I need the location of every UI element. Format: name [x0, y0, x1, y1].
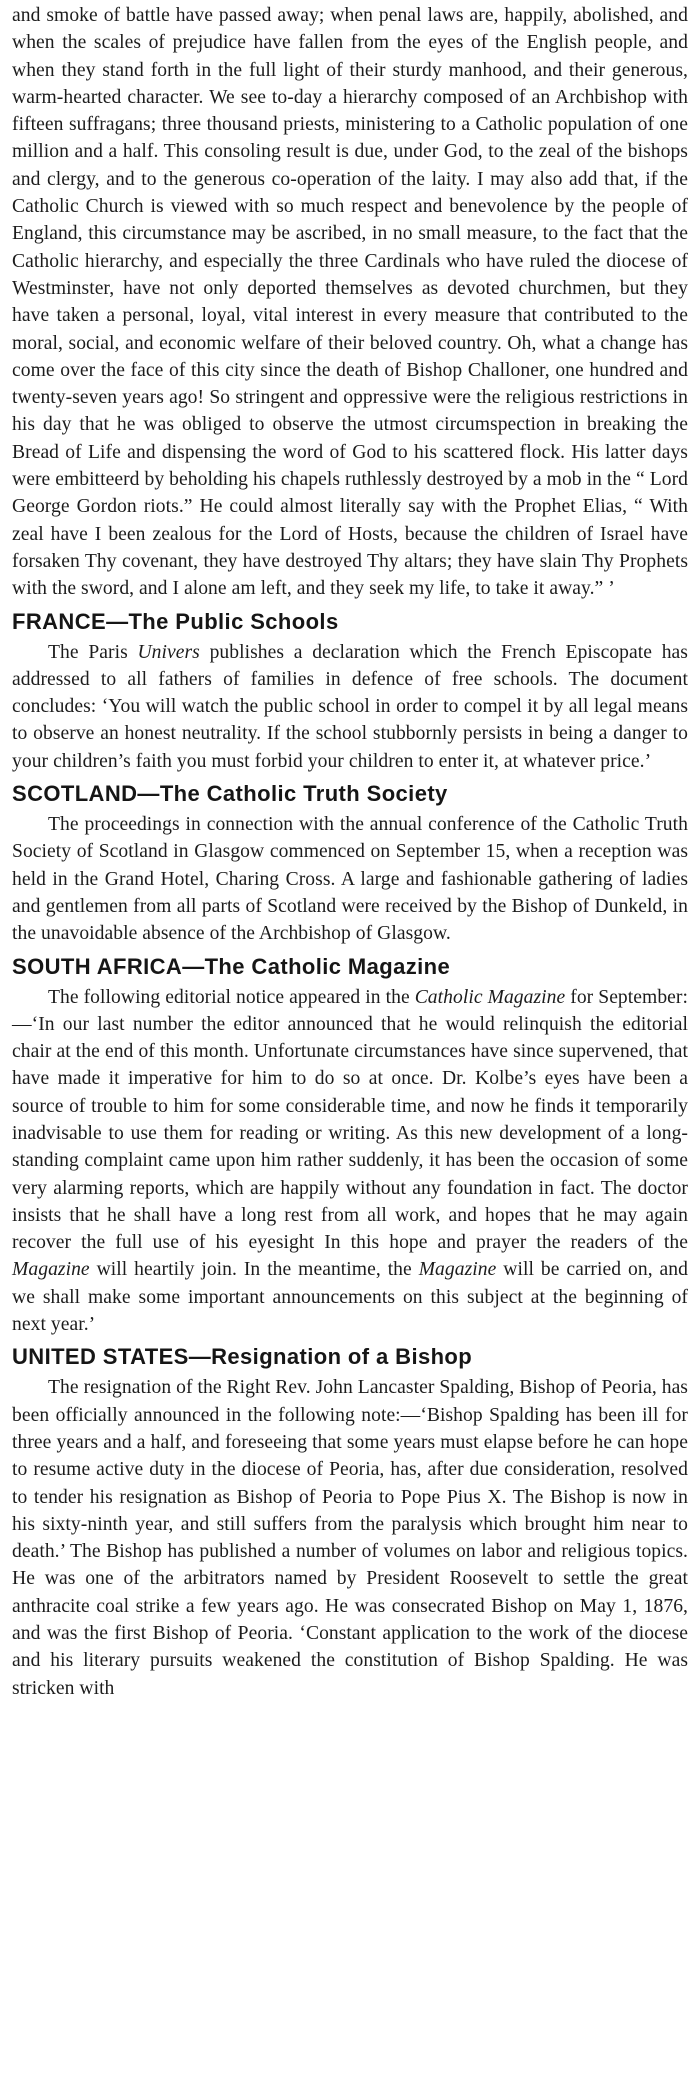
intro-paragraph: and smoke of battle have passed away; when penal laws are, happily, abolished, and when the scales of prejudice have fallen from the eyes of the English people, and when they stand forth in the full light of their sturdy manhood, and their generous, warm-hearted character. We see to-day a hierarchy composed of an Archbishop with fifteen suffragans; three thousand priests, ministering to a Catholic population of one million and a half. This consoling result is due, under God, to the zeal of the bishops and clergy, and to the generous co-operation of the laity. I may also add that, if the Catholic Church is viewed with so much respect and benevolence by the people of England, this circumstance may be ascribed, in no small measure, to the fact that the Catholic hierarchy, and especially the three Cardinals who have ruled the diocese of Westminster, have not only deported themselves as devoted churchmen, but they have taken a personal, loyal, vital interest in every measure that contributed to the moral, social, and economic welfare of their beloved country. Oh, what a change has come over the face of this city since the death of Bishop Challoner, one hundred and twenty-seven years ago! So stringent and oppressive were the religious restrictions in his day that he was obliged to observe the utmost circumspection in breaking the Bread of Life and dispensing the word of God to his scattered flock. His latter days were embitteerd by beholding his chapels ruthlessly destroyed by a mob in the “ Lord George Gordon riots.” He could almost literally say with the Prophet Elias, “ With zeal have I been zealous for the Lord of Hosts, because the children of Israel have forsaken Thy covenant, they have destroyed Thy altars; they have slain Thy Prophets with the sword, and I alone am left, and they seek my life, to take it away.” ’	[12, 5, 688, 600]
section-united-states	[12, 1340, 688, 1702]
body-text: for September:—‘In our last number the editor announced that he would relinquish the editorial chair at the end of this month. Unfortunate circumstances have since supervened, that have made it imperative for him to do so at once. Dr. Kolbe’s eyes have been a source of trouble to him for some considerable time, and now he finds it temporarily inadvisable to use them for reading or writing. As this new development of a long-standing complaint came upon him rather suddenly, it has been the occasion of some very alarming reports, which are happily without any foundation in fact. The doctor insists that he shall have a long rest from all work, and hopes that he may again recover the full use of his eyesight In this hope and prayer the readers of the	[12, 986, 688, 1254]
publication-title: Univers	[137, 641, 200, 663]
section-body-united-states: The resignation of the Right Rev. John Lancaster Spalding, Bishop of Peoria, has been officially announced in the following note:—‘Bishop Spalding has been ill for three years and a half, and foreseeing that some years must elapse before he can hope to resume active duty in the diocese of Peoria, has, after due consideration, resolved to tender his resignation as Bishop of Peoria to Pope Pius X. The Bishop is now in his sixty-ninth year, and still suffers from the paralysis which brought him near to death.’ The Bishop has published a number of volumes on labor and religious topics. He was one of the arbitrators named by President Roosevelt to settle the great anthracite coal strike a few years ago. He was consecrated Bishop on May 1, 1876, and was the first Bishop of Peoria. ‘Constant application to the work of the diocese and his literary pursuits weakened the constitution of Bishop Spalding. He was stricken with	[12, 1377, 688, 1699]
section-heading-scotland: SCOTLAND—The Catholic Truth Society	[12, 781, 448, 807]
section-heading-south-africa: SOUTH AFRICA—The Catholic Magazine	[12, 953, 451, 979]
body-text: The Paris	[48, 641, 138, 663]
body-text: publishes a declaration which the French Episcopate has addressed to all fathers of families in defence of free schools. The document concludes: ‘You will watch the public school in order to compel it by all legal means to observe an honest neutrality. If the school stubbornly persists in being a danger to your children’s faith you must forbid your children to enter it, at whatever price.’	[12, 641, 688, 772]
publication-title: Magazine	[418, 1259, 497, 1281]
section-scotland	[12, 777, 688, 947]
body-text: will heartily join. In the meantime, the	[89, 1259, 419, 1281]
body-text: The following editorial notice appeared in the	[48, 986, 415, 1008]
section-heading-france: FRANCE—The Public Schools	[12, 608, 339, 634]
section-heading-united-states: UNITED STATES—Resignation of a Bishop	[12, 1344, 473, 1370]
publication-title: Catholic Magazine	[414, 986, 566, 1008]
section-body-south-africa	[12, 984, 688, 1339]
section-body-scotland: The proceedings in connection with the annual conference of the Catholic Truth Society of Scotland in Glasgow commenced on September 15, when a reception was held in the Grand Hotel, Charing Cross. A large and fashionable gathering of ladies and gentlemen from all parts of Scotland were received by the Bishop of Dunkeld, in the unavoidable absence of the Archbishop of Glasgow.	[12, 814, 688, 945]
body-text: will be carried on, and we shall make some important announcements on this subject at the beginning of next year.’	[12, 1259, 688, 1336]
section-france	[12, 605, 688, 775]
section-body-france	[12, 639, 688, 775]
section-south-africa	[12, 950, 688, 1339]
publication-title: Magazine	[12, 1259, 90, 1281]
